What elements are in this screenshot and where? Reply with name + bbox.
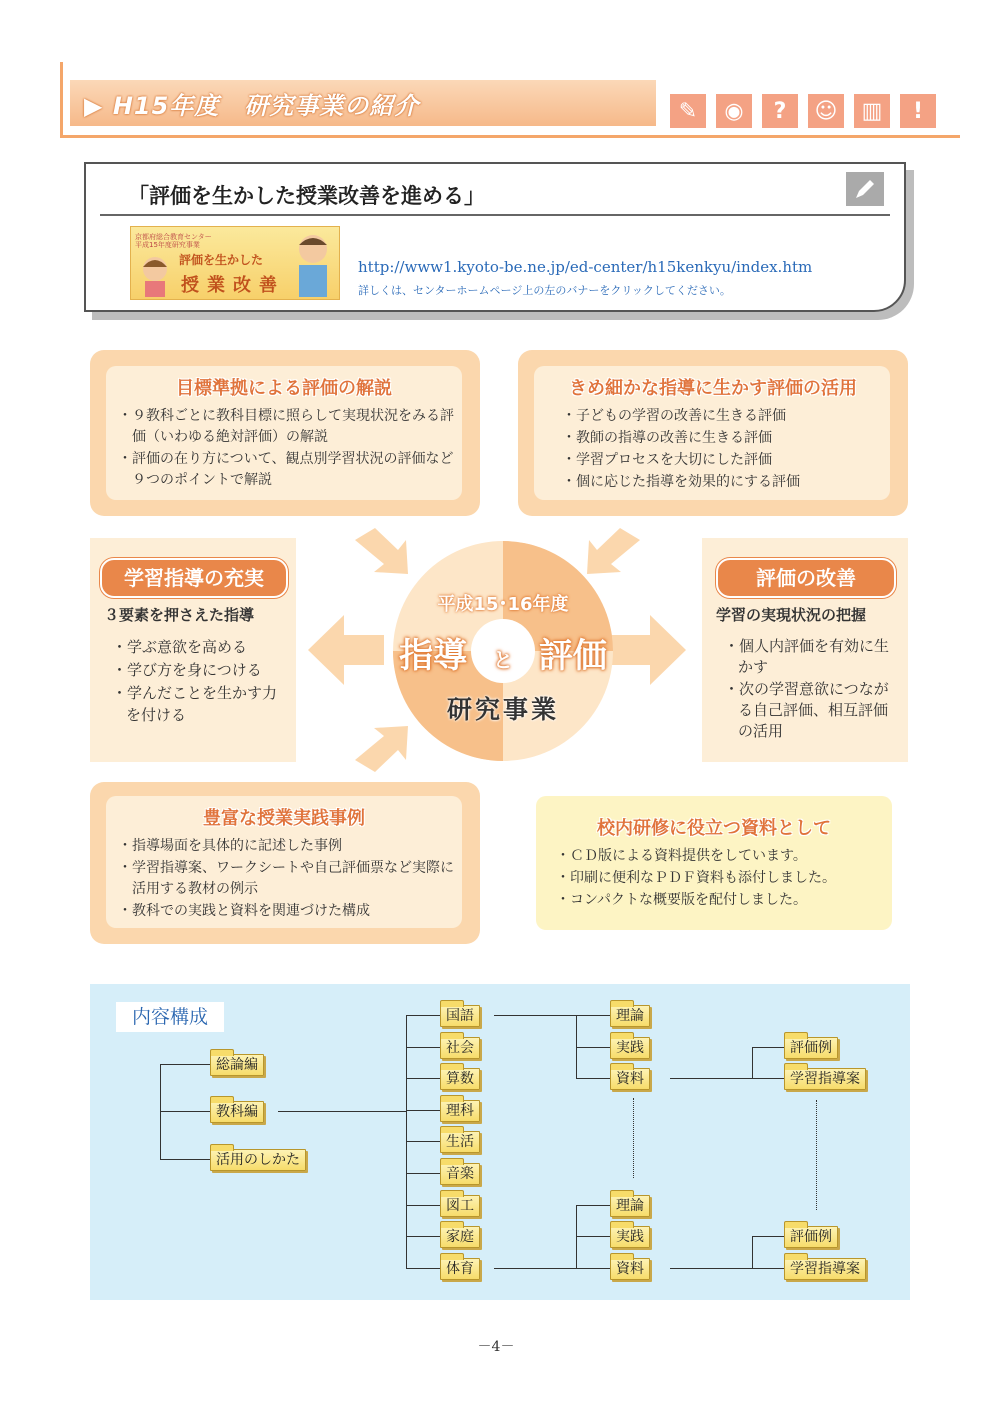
disc-word-guidance: 指導 bbox=[399, 636, 468, 676]
tree-line bbox=[406, 1141, 440, 1142]
list-item: ・子どもの学習の改善に生きる評価 bbox=[562, 408, 786, 424]
disc-word-and: と bbox=[493, 648, 513, 672]
list-item: ・教科での実践と資料を関連づけた構成 bbox=[118, 903, 370, 919]
list-item: ・学ぶ意欲を高める bbox=[112, 638, 248, 656]
arrow-right-icon bbox=[610, 615, 686, 685]
url-note: 詳しくは、センターホームページ上の左のバナーをクリックしてください。 bbox=[358, 284, 731, 297]
tree-line bbox=[160, 1064, 161, 1160]
banner-subtitle: 評価を生かした bbox=[179, 253, 264, 267]
folder-theory[interactable]: 理論 bbox=[610, 1195, 650, 1217]
tree-line bbox=[576, 1268, 610, 1269]
tree-line bbox=[576, 1205, 610, 1206]
folder-general[interactable]: 総論編 bbox=[210, 1054, 264, 1076]
guidance-title: きめ細かな指導に生かす評価の活用 bbox=[569, 378, 857, 399]
tree-line bbox=[576, 1078, 610, 1079]
list-item: ・次の学習意欲につながる自己評価、相互評価の活用 bbox=[724, 680, 889, 740]
folder-eval-example[interactable]: 評価例 bbox=[784, 1226, 838, 1248]
continuation-dots bbox=[633, 1098, 634, 1178]
page-title: ▶ H15年度 研究事業の紹介 bbox=[84, 92, 420, 120]
folder-subject[interactable]: 算数 bbox=[440, 1068, 480, 1090]
tree-line bbox=[670, 1078, 752, 1079]
tree-line bbox=[576, 1047, 610, 1048]
disc-year: 平成15･16年度 bbox=[437, 594, 569, 615]
list-item: ・指導場面を具体的に記述した事例 bbox=[118, 838, 342, 854]
folder-practice[interactable]: 実践 bbox=[610, 1226, 650, 1248]
arrow-down-right-icon bbox=[355, 528, 408, 574]
materials-title: 校内研修に役立つ資料として bbox=[597, 818, 831, 839]
book-icon: ▥ bbox=[854, 94, 890, 128]
tree-line bbox=[160, 1111, 210, 1112]
arrow-left-icon bbox=[308, 615, 384, 685]
improve-subtitle: 学習の実現状況の把握 bbox=[716, 606, 867, 624]
list-item: ・印刷に便利なＰＤＦ資料も添付しました。 bbox=[556, 870, 836, 886]
folder-practice[interactable]: 実践 bbox=[610, 1037, 650, 1059]
list-item: ・ＣＤ版による資料提供をしています。 bbox=[556, 848, 807, 864]
materials-list bbox=[556, 846, 886, 912]
tree-line bbox=[406, 1173, 440, 1174]
tree-line bbox=[406, 1205, 440, 1206]
tree-line bbox=[752, 1268, 784, 1269]
tree-line bbox=[752, 1236, 784, 1237]
folder-subject[interactable]: 国語 bbox=[440, 1005, 480, 1027]
center-url-link[interactable]: http://www1.kyoto-be.ne.jp/ed-center/h15kenkyu/index.htm bbox=[358, 258, 813, 276]
folder-subjects[interactable]: 教科編 bbox=[210, 1101, 264, 1123]
cases-list bbox=[118, 836, 456, 923]
tree-line bbox=[406, 1047, 440, 1048]
tree-line bbox=[576, 1205, 577, 1269]
structure-title: 内容構成 bbox=[116, 1002, 224, 1032]
folder-eval-example[interactable]: 評価例 bbox=[784, 1037, 838, 1059]
cases-title: 豊富な授業実践事例 bbox=[203, 808, 365, 829]
folder-subject[interactable]: 体育 bbox=[440, 1258, 480, 1280]
tree-line bbox=[752, 1078, 784, 1079]
banner-org-text: 京都府総合教育センター 平成15年度研究事業 bbox=[135, 233, 212, 249]
exclamation-icon: ! bbox=[900, 94, 936, 128]
tree-line bbox=[406, 1015, 440, 1016]
folder-subject[interactable]: 社会 bbox=[440, 1037, 480, 1059]
folder-materials[interactable]: 資料 bbox=[610, 1068, 650, 1090]
tree-line bbox=[752, 1047, 784, 1048]
tree-line bbox=[406, 1078, 440, 1079]
disc-word-evaluation: 評価 bbox=[538, 636, 607, 676]
list-item: ・９教科ごとに教科目標に照らして実現状況をみる評価（いわゆる絶対評価）の解説 bbox=[118, 408, 454, 445]
folder-subject[interactable]: 家庭 bbox=[440, 1226, 480, 1248]
criteria-title: 目標準拠による評価の解説 bbox=[176, 378, 392, 399]
tree-line bbox=[494, 1268, 576, 1269]
folder-lesson-plan[interactable]: 学習指導案 bbox=[784, 1068, 866, 1090]
list-item: ・個に応じた指導を効果的にする評価 bbox=[562, 474, 800, 490]
learning-title: 学習指導の充実 bbox=[100, 558, 288, 598]
list-item: ・個人内評価を有効に生かす bbox=[724, 637, 890, 676]
arrow-up-right-icon bbox=[355, 726, 408, 772]
list-item: ・評価の在り方について、観点別学習状況の評価など９つのポイントで解説 bbox=[118, 451, 454, 488]
folder-subject[interactable]: 図工 bbox=[440, 1195, 480, 1217]
tree-line bbox=[494, 1015, 576, 1016]
tree-line bbox=[406, 1268, 440, 1269]
list-item: ・学んだことを生かす力を付ける bbox=[112, 684, 278, 724]
folder-theory[interactable]: 理論 bbox=[610, 1005, 650, 1027]
tree-line bbox=[406, 1236, 440, 1237]
list-item: ・学び方を身につける bbox=[112, 661, 262, 679]
list-item: ・学習プロセスを大切にした評価 bbox=[562, 452, 772, 468]
arrow-down-left-icon bbox=[587, 528, 640, 574]
tree-line bbox=[160, 1064, 210, 1065]
improve-title: 評価の改善 bbox=[716, 558, 896, 598]
intro-title: 「評価を生かした授業改善を進める」 bbox=[128, 184, 485, 208]
list-item: ・コンパクトな概要版を配付しました。 bbox=[556, 892, 808, 908]
learning-subtitle: ３要素を押さえた指導 bbox=[104, 606, 255, 624]
tree-line bbox=[278, 1111, 406, 1112]
folder-materials[interactable]: 資料 bbox=[610, 1258, 650, 1280]
banner-title: 授業改善 bbox=[181, 275, 285, 296]
folder-subject[interactable]: 音楽 bbox=[440, 1163, 480, 1185]
tree-line bbox=[752, 1047, 753, 1079]
tree-line bbox=[576, 1015, 610, 1016]
pencil-icon: ✎ bbox=[670, 94, 706, 128]
smile-face-icon: ☺ bbox=[808, 94, 844, 128]
tree-line bbox=[160, 1159, 210, 1160]
disc-main-title bbox=[392, 628, 614, 677]
tree-line bbox=[576, 1236, 610, 1237]
worried-face-icon: ◉ bbox=[716, 94, 752, 128]
folder-usage[interactable]: 活用のしかた bbox=[210, 1149, 306, 1171]
folder-lesson-plan[interactable]: 学習指導案 bbox=[784, 1258, 866, 1280]
tree-line bbox=[406, 1110, 440, 1111]
list-item: ・学習指導案、ワークシートや自己評価票など実際に活用する教材の例示 bbox=[118, 860, 454, 897]
list-item: ・教師の指導の改善に生きる評価 bbox=[562, 430, 772, 446]
tree-line bbox=[752, 1236, 753, 1268]
question-icon: ? bbox=[762, 94, 798, 128]
continuation-dots bbox=[816, 1100, 817, 1210]
disc-subtitle: 研究事業 bbox=[446, 695, 559, 724]
tree-line bbox=[670, 1268, 752, 1269]
folder-subject[interactable]: 生活 bbox=[440, 1131, 480, 1153]
folder-subject[interactable]: 理科 bbox=[440, 1100, 480, 1122]
page-number: －4－ bbox=[477, 1339, 515, 1355]
